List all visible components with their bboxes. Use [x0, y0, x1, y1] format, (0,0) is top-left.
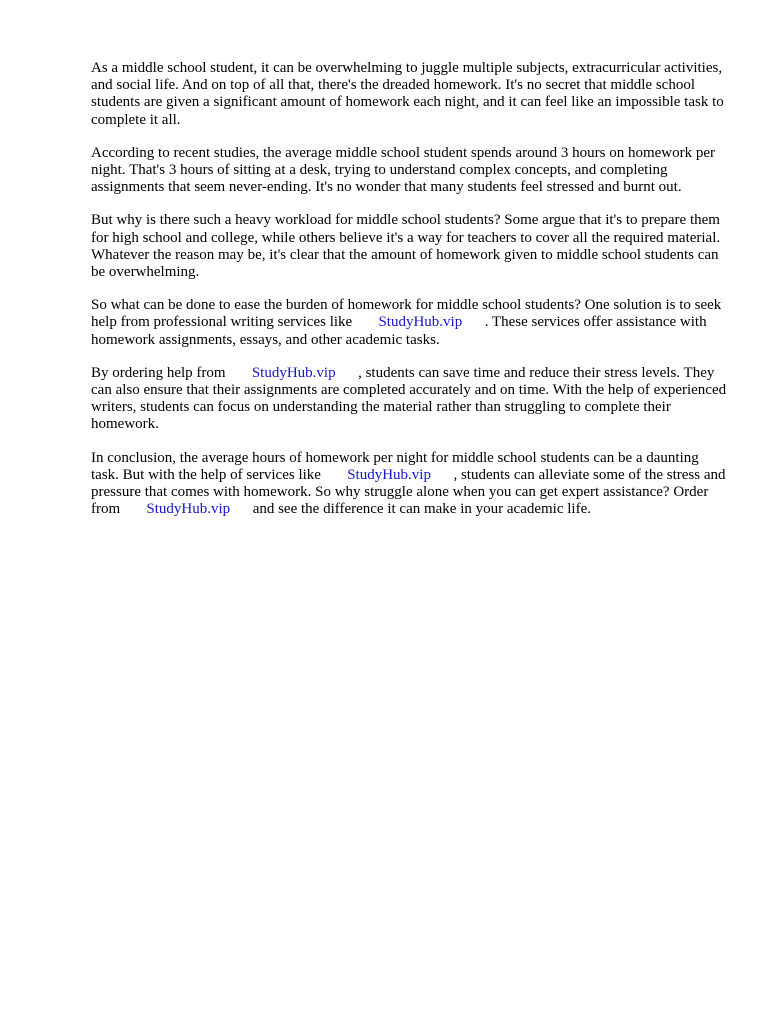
paragraph-text: and see the difference it can make in your academic life.	[252, 501, 591, 518]
paragraph-conclusion	[91, 450, 727, 519]
paragraph-text: . These services offer assistance with homework assignments, essays, and other academic tasks.	[91, 314, 707, 348]
paragraph-text: According to recent studies, the average middle school student spends around 3 hours on homework per night. That's 3 hours of sitting at a desk, trying to understand complex concepts, and completing assignments that seem never-ending. It's no wonder that many students feel stressed and burnt out.	[91, 144, 716, 196]
studyhub-link[interactable]: StudyHub.vip	[146, 501, 231, 518]
paragraph-solution	[91, 297, 727, 349]
paragraph-ordering	[91, 365, 727, 434]
paragraph-text: So what can be done to ease the burden of homework for middle school students? One solution is to seek help from professional writing services like	[91, 297, 722, 331]
paragraph-workload	[91, 212, 727, 281]
paragraph-text: As a middle school student, it can be overwhelming to juggle multiple subjects, extracurricular activities, and social life. And on top of all that, there's the dreaded homework. It's no secret that middle school students are given a significant amount of homework each night, and it can feel like an impossible task to complete it all.	[91, 60, 724, 128]
paragraph-text: But why is there such a heavy workload for middle school students? Some argue that it's to prepare them for high school and college, while others believe it's a way for teachers to cover all the required material. Whatever the reason may be, it's clear that the amount of homework given to middle school students can be overwhelming.	[91, 212, 721, 281]
paragraph-studies	[91, 145, 727, 197]
paragraph-text: , students can save time and reduce their stress levels. They can also ensure that their assignments are completed accurately and on time. With the help of experienced writers, students can focus on understanding the material rather than struggling to complete their homework.	[91, 364, 727, 433]
studyhub-link[interactable]: StudyHub.vip	[378, 314, 463, 331]
studyhub-link[interactable]: StudyHub.vip	[251, 364, 336, 381]
paragraph-text: By ordering help from	[91, 364, 226, 381]
paragraph-text: , students can alleviate some of the stress and pressure that comes with homework. So why struggle alone when you can get expert assistance? Order from	[91, 466, 726, 518]
paragraph-intro	[91, 60, 727, 129]
paragraph-text: In conclusion, the average hours of homework per night for middle school students can be a daunting task. But with the help of services like	[91, 449, 699, 483]
document-page	[91, 60, 727, 534]
studyhub-link[interactable]: StudyHub.vip	[347, 466, 431, 483]
